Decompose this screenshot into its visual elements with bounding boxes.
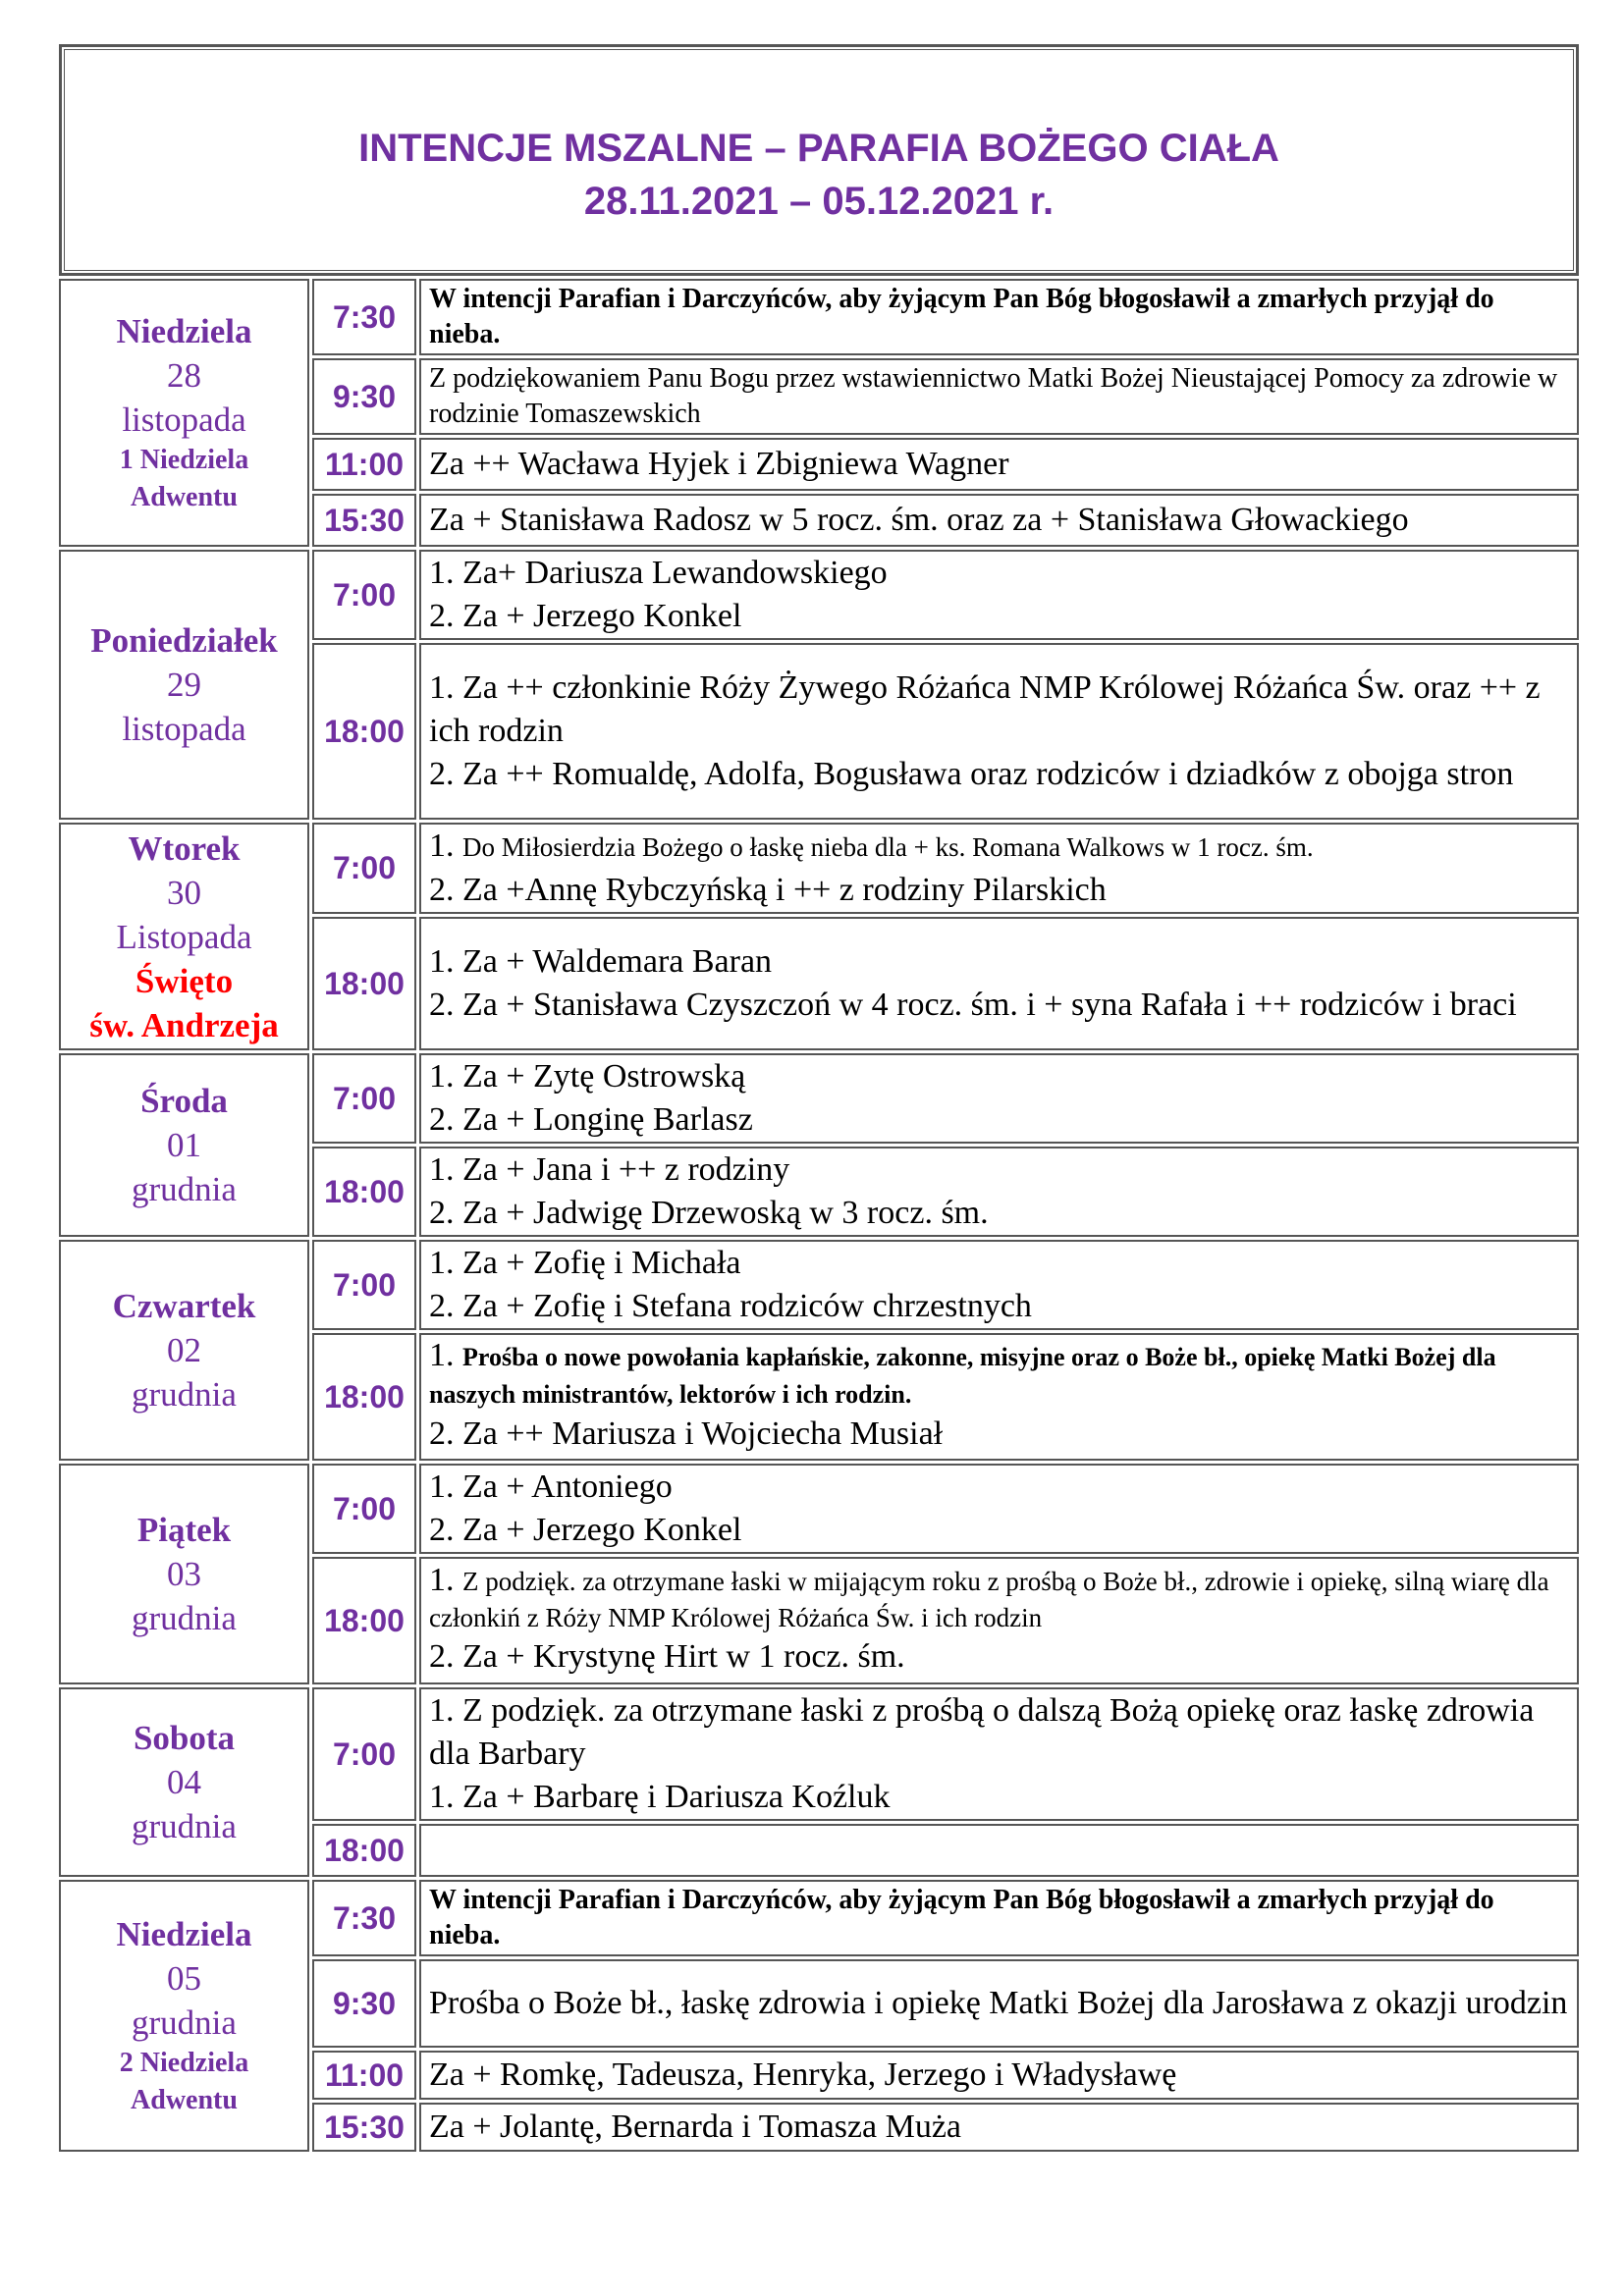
intention-line: 2. Za + Zofię i Stefana rodziców chrzestnych bbox=[429, 1288, 1032, 1324]
intention-text: Z podziękowaniem Panu Bogu przez wstawiennictwo Matki Bożej Nieustającej Pomocy za zdrowie w rodzinie Tomaszewskich bbox=[419, 358, 1579, 435]
intention-text bbox=[419, 1053, 1579, 1144]
mass-time: 18:00 bbox=[312, 1824, 416, 1877]
month-name: grudnia bbox=[132, 1170, 237, 1208]
mass-time: 7:00 bbox=[312, 1053, 416, 1144]
intention-text bbox=[419, 917, 1579, 1050]
day-name: Poniedziałek bbox=[90, 621, 278, 660]
mass-time: 7:00 bbox=[312, 823, 416, 914]
intention-line: 2. Za ++ Romualdę, Adolfa, Bogusława oraz rodziców i dziadków z obojga stron bbox=[429, 756, 1514, 792]
intention-line: 1. Za ++ członkinie Róży Żywego Różańca NMP Królowej Różańca Św. oraz ++ z ich rodzin bbox=[429, 669, 1541, 749]
day-number: 28 bbox=[167, 356, 201, 395]
intention-text: Za + Romkę, Tadeusza, Henryka, Jerzego i Władysławę bbox=[419, 2051, 1579, 2100]
intention-text: W intencji Parafian i Darczyńców, aby żyjącym Pan Bóg błogosławił a zmarłych przyjął do nieba. bbox=[419, 1880, 1579, 1956]
intention-text bbox=[419, 1240, 1579, 1330]
mass-time: 18:00 bbox=[312, 643, 416, 820]
intention-line bbox=[429, 1563, 1569, 1635]
day-cell-tuesday-30 bbox=[59, 823, 309, 1050]
table-row bbox=[59, 823, 1579, 914]
day-cell-sunday-05 bbox=[59, 1880, 309, 2152]
intention-text: Prośba o Boże bł., łaskę zdrowia i opiekę Matki Bożej dla Jarosława z okazji urodzin bbox=[419, 1959, 1579, 2048]
intention-line-rest: Z podzięk. za otrzymane łaski w mijającym roku z prośbą o Boże bł., zdrowie i opiekę, silną wiarę dla członkiń z Róży NMP Królowej Różańca Św. i ich rodzin bbox=[429, 1567, 1549, 1632]
intention-text bbox=[419, 823, 1579, 914]
mass-time: 18:00 bbox=[312, 1333, 416, 1461]
day-number: 30 bbox=[167, 873, 201, 912]
intention-text: Za + Stanisława Radosz w 5 rocz. śm. oraz za + Stanisława Głowackiego bbox=[419, 494, 1579, 547]
intention-line: 1. Za+ Dariusza Lewandowskiego bbox=[429, 555, 888, 591]
intention-line bbox=[429, 1338, 1569, 1413]
day-number: 02 bbox=[167, 1331, 201, 1369]
item-number: 1. bbox=[429, 1337, 462, 1373]
intention-text: Za + Jolantę, Bernarda i Tomasza Muża bbox=[419, 2103, 1579, 2152]
schedule-sheet bbox=[59, 44, 1579, 2155]
mass-time: 15:30 bbox=[312, 2103, 416, 2152]
item-number: 1. bbox=[429, 828, 462, 864]
intention-line: 1. Z podzięk. za otrzymane łaski z prośbą o dalszą Bożą opiekę oraz łaskę zdrowia dla Barbary bbox=[429, 1692, 1535, 1772]
mass-time: 11:00 bbox=[312, 438, 416, 491]
liturgical-note: Adwentu bbox=[131, 482, 238, 512]
table-row bbox=[59, 1687, 1579, 1821]
intention-line-rest: Do Miłosierdzia Bożego o łaskę nieba dla + ks. Romana Walkows w 1 rocz. śm. bbox=[462, 832, 1314, 862]
table-row bbox=[59, 1464, 1579, 1554]
day-cell-wednesday-01 bbox=[59, 1053, 309, 1237]
mass-time: 7:00 bbox=[312, 1687, 416, 1821]
liturgical-note: 2 Niedziela bbox=[119, 2048, 249, 2078]
day-name: Wtorek bbox=[128, 828, 241, 868]
feast-label: św. Andrzeja bbox=[89, 1005, 279, 1044]
item-number: 1. bbox=[429, 1562, 462, 1598]
feast-label: Święto bbox=[135, 961, 234, 1000]
day-number: 05 bbox=[167, 1959, 201, 1998]
intention-line: 1. Za + Zofię i Michała bbox=[429, 1245, 741, 1281]
date-range: 28.11.2021 – 05.12.2021 r. bbox=[583, 180, 1055, 223]
day-number: 01 bbox=[167, 1126, 201, 1164]
intention-text bbox=[419, 550, 1579, 640]
day-number: 29 bbox=[167, 666, 201, 704]
mass-time: 7:30 bbox=[312, 1880, 416, 1956]
day-name: Niedziela bbox=[116, 1915, 252, 1953]
mass-time: 7:00 bbox=[312, 1464, 416, 1554]
page-title: INTENCJE MSZALNE – PARAFIA BOŻEGO CIAŁA bbox=[358, 127, 1279, 170]
intention-line-rest: Prośba o nowe powołania kapłańskie, zakonne, misyjne oraz o Boże bł., opiekę Matki Bożej dla naszych ministrantów, lektorów i ich rodzin. bbox=[429, 1343, 1496, 1409]
mass-time: 9:30 bbox=[312, 1959, 416, 2048]
day-cell-saturday-04 bbox=[59, 1687, 309, 1877]
intention-text: W intencji Parafian i Darczyńców, aby żyjącym Pan Bóg błogosławił a zmarłych przyjął do nieba. bbox=[419, 279, 1579, 355]
mass-time: 7:00 bbox=[312, 1240, 416, 1330]
intention-line: 1. Za + Jana i ++ z rodziny bbox=[429, 1151, 790, 1188]
intention-line: 2. Za ++ Mariusza i Wojciecha Musiał bbox=[429, 1415, 944, 1452]
intention-text bbox=[419, 1333, 1579, 1461]
intention-line bbox=[429, 825, 1569, 869]
mass-time: 15:30 bbox=[312, 494, 416, 547]
day-name: Czwartek bbox=[112, 1287, 256, 1325]
intention-text: Za ++ Wacława Hyjek i Zbigniewa Wagner bbox=[419, 438, 1579, 491]
intention-line: 1. Za + Barbarę i Dariusza Koźluk bbox=[429, 1779, 891, 1815]
day-name: Niedziela bbox=[116, 312, 252, 350]
mass-time: 18:00 bbox=[312, 917, 416, 1050]
intentions-table bbox=[56, 276, 1582, 2155]
mass-time: 18:00 bbox=[312, 1557, 416, 1684]
month-name: grudnia bbox=[132, 1807, 237, 1845]
intention-line: 2. Za + Longinę Barlasz bbox=[429, 1101, 753, 1138]
day-cell-thursday-02 bbox=[59, 1240, 309, 1461]
day-number: 04 bbox=[167, 1763, 201, 1801]
intention-line: 1. Za + Waldemara Baran bbox=[429, 943, 773, 980]
day-cell-sunday-28 bbox=[59, 279, 309, 547]
table-row bbox=[59, 1240, 1579, 1330]
day-number: 03 bbox=[167, 1555, 201, 1593]
mass-time: 7:00 bbox=[312, 550, 416, 640]
day-cell-monday-29 bbox=[59, 550, 309, 820]
intention-line: 2. Za + Jerzego Konkel bbox=[429, 598, 742, 634]
intention-text bbox=[419, 1687, 1579, 1821]
month-name: grudnia bbox=[132, 1599, 237, 1637]
table-row bbox=[59, 279, 1579, 355]
table-row bbox=[59, 550, 1579, 640]
month-name: Listopada bbox=[116, 917, 252, 956]
intention-text bbox=[419, 1824, 1579, 1877]
intention-text bbox=[419, 1464, 1579, 1554]
day-cell-friday-03 bbox=[59, 1464, 309, 1684]
intention-line: 2. Za + Krystynę Hirt w 1 rocz. śm. bbox=[429, 1638, 905, 1675]
table-row bbox=[59, 1880, 1579, 1956]
liturgical-note: Adwentu bbox=[131, 2085, 238, 2115]
day-name: Sobota bbox=[133, 1719, 236, 1757]
liturgical-note: 1 Niedziela bbox=[119, 445, 249, 475]
mass-time: 11:00 bbox=[312, 2051, 416, 2100]
mass-time: 7:30 bbox=[312, 279, 416, 355]
intention-line: 2. Za +Annę Rybczyńską i ++ z rodziny Pilarskich bbox=[429, 872, 1107, 908]
month-name: listopada bbox=[122, 400, 246, 439]
intention-text bbox=[419, 1147, 1579, 1237]
intention-text bbox=[419, 1557, 1579, 1684]
intention-line: 2. Za + Jadwigę Drzewoską w 3 rocz. śm. bbox=[429, 1195, 989, 1231]
intention-line: 2. Za + Stanisława Czyszczoń w 4 rocz. śm. i + syna Rafała i ++ rodziców i braci bbox=[429, 987, 1517, 1023]
mass-time: 9:30 bbox=[312, 358, 416, 435]
table-row bbox=[59, 1053, 1579, 1144]
mass-time: 18:00 bbox=[312, 1147, 416, 1237]
day-name: Piątek bbox=[136, 1511, 232, 1549]
intention-line: 1. Za + Zytę Ostrowską bbox=[429, 1058, 746, 1095]
month-name: grudnia bbox=[132, 2003, 237, 2042]
day-name: Środa bbox=[140, 1082, 228, 1120]
intention-line: 1. Za + Antoniego bbox=[429, 1468, 673, 1505]
page-header bbox=[59, 44, 1579, 276]
intention-text bbox=[419, 643, 1579, 820]
month-name: listopada bbox=[122, 710, 246, 748]
intention-line: 2. Za + Jerzego Konkel bbox=[429, 1512, 742, 1548]
month-name: grudnia bbox=[132, 1375, 237, 1414]
